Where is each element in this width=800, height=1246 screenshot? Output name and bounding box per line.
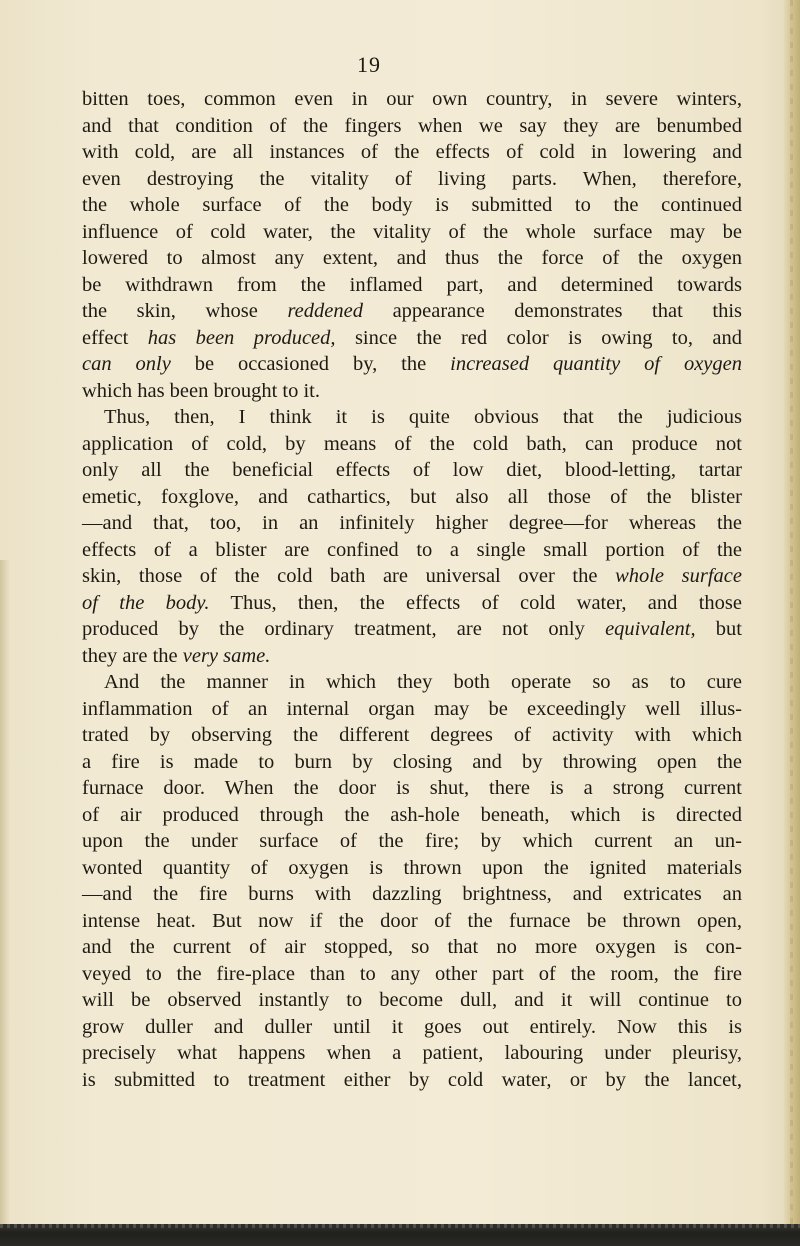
text-line: precisely what happens when a patient, labouring under pleurisy, <box>82 1042 742 1064</box>
italic-text: whole surface <box>615 565 742 587</box>
page-number: 19 <box>357 52 381 77</box>
text-line: be withdrawn from the inflamed part, and determined towards <box>82 273 742 296</box>
page-edge <box>784 0 800 1246</box>
text-line: with cold, are all instances of the effects of cold in lowering and <box>82 141 742 163</box>
text-line: —and that, too, in an infinitely higher degree—for whereas the <box>82 512 742 534</box>
text-line: emetic, foxglove, and cathartics, but also all those of the blister <box>82 485 742 508</box>
text-line: application of cold, by means of the cold bath, can produce not <box>82 432 742 455</box>
text-line: they are the very same. <box>82 644 271 667</box>
text-line: effect has been produced, since the red color is owing to, and <box>82 326 742 349</box>
binding-shadow <box>0 560 10 1246</box>
italic-text: very same. <box>182 644 271 667</box>
italic-text: equivalent, <box>605 618 696 640</box>
italic-text: reddened <box>287 300 363 322</box>
text-line: And the manner in which they both operate so as to cure <box>104 671 742 693</box>
text-line: even destroying the vitality of living parts. When, therefore, <box>82 167 742 190</box>
text-line: will be observed instantly to become dull, and it will continue to <box>82 989 742 1011</box>
text-line: trated by observing the different degrees of activity with which <box>82 724 742 746</box>
text-line: the whole surface of the body is submitted to the continued <box>82 194 742 216</box>
italic-text: of the body. <box>82 591 210 614</box>
italic-text: has been produced, <box>147 326 336 349</box>
text-line: influence of cold water, the vitality of the whole surface may be <box>82 220 742 243</box>
text-line: furnace door. When the door is shut, there is a strong current <box>82 777 742 799</box>
text-line: wonted quantity of oxygen is thrown upon the ignited materials <box>82 856 742 879</box>
text-line: only all the beneficial effects of low diet, blood-letting, tartar <box>82 459 742 481</box>
text-line: grow duller and duller until it goes out entirely. Now this is <box>82 1015 742 1038</box>
text-line: and that condition of the fingers when we say they are benumbed <box>82 114 742 137</box>
text-line: skin, those of the cold bath are universal over the whole surface <box>82 565 742 587</box>
text-line: —and the fire burns with dazzling brightness, and extricates an <box>82 883 742 905</box>
text-line: can only be occasioned by, the increased quantity of oxygen <box>82 353 742 375</box>
text-line: lowered to almost any extent, and thus the force of the oxygen <box>82 247 742 269</box>
text-line: upon the under surface of the fire; by which current an un- <box>82 830 742 852</box>
italic-text: can only <box>82 353 171 375</box>
text-line: of the body. Thus, then, the effects of cold water, and those <box>82 591 742 614</box>
text-line: is submitted to treatment either by cold water, or by the lancet, <box>82 1068 742 1091</box>
text-line: bitten toes, common even in our own country, in severe winters, <box>82 88 742 110</box>
text-line: effects of a blister are confined to a single small portion of the <box>82 538 742 561</box>
scan-bottom-edge <box>0 1224 800 1246</box>
text-line: veyed to the fire-place than to any other part of the room, the fire <box>82 962 742 985</box>
italic-text: increased quantity of oxygen <box>450 353 742 375</box>
text-line: inflammation of an internal organ may be exceedingly well illus- <box>82 697 742 720</box>
body-text <box>82 86 742 1093</box>
text-line: the skin, whose reddened appearance demonstrates that this <box>82 300 742 322</box>
text-line: and the current of air stopped, so that no more oxygen is con- <box>82 936 742 958</box>
text-line: produced by the ordinary treatment, are not only equivalent, but <box>82 618 742 640</box>
text-line: a fire is made to burn by closing and by throwing open the <box>82 750 742 773</box>
text-line: which has been brought to it. <box>82 379 320 402</box>
text-line: intense heat. But now if the door of the furnace be thrown open, <box>82 909 742 932</box>
text-line: of air produced through the ash-hole beneath, which is directed <box>82 803 742 826</box>
text-line: Thus, then, I think it is quite obvious that the judicious <box>104 406 742 428</box>
